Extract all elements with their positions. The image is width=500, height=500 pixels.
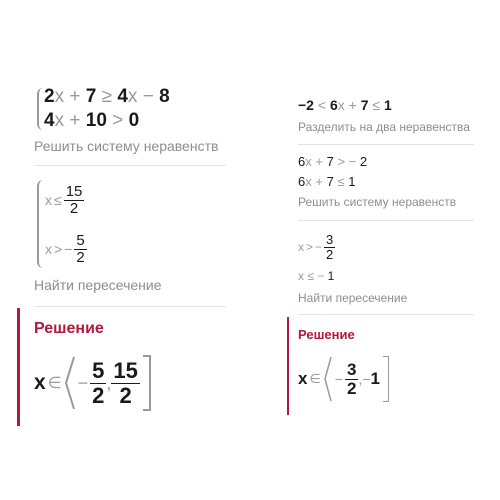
- fraction: $\frac{5}{2}$: [76, 231, 85, 266]
- system-brace: [37, 180, 45, 268]
- step-caption-solve-system: Решить систему неравенств: [34, 138, 219, 154]
- fraction: $\frac{5}{2}$: [92, 358, 105, 408]
- system-line-2: 4x + 10 > 0: [44, 110, 140, 131]
- solution-accent-bar: [17, 308, 20, 426]
- fraction: $\frac{15}{2}$: [65, 182, 83, 217]
- divider: [34, 306, 226, 307]
- step-caption-find-intersection: Найти пересечение: [298, 291, 408, 305]
- left-angle-bracket-icon: [323, 355, 333, 403]
- inequality-x-le-minus-1: x ≤ − 1: [298, 269, 335, 283]
- solution-heading: Решение: [298, 327, 355, 342]
- fraction: $\frac{3}{2}$: [326, 231, 334, 262]
- step-caption-split: Разделить на два неравенства: [298, 120, 470, 134]
- left-angle-bracket: [64, 355, 76, 411]
- left-angle-bracket-icon: [64, 355, 76, 411]
- inequality-x-gt-minus-5-2: x > − $\frac{5}{2}$: [45, 231, 85, 266]
- divider: [298, 314, 474, 315]
- divider: [298, 220, 474, 221]
- solution-heading: Решение: [34, 320, 104, 337]
- split-line-1: 6x + 7 > − 2: [298, 154, 368, 169]
- solution-accent-bar: [287, 317, 289, 415]
- left-angle-bracket: [323, 355, 333, 403]
- right-square-bracket: [143, 355, 151, 411]
- compound-inequality: −2 < 6x + 7 ≤ 1: [298, 97, 392, 113]
- solution-answer: x ∈ − $\frac{3}{2}$ , − 1: [298, 355, 389, 403]
- split-line-2: 6x + 7 ≤ 1: [298, 174, 356, 189]
- fraction: $\frac{15}{2}$: [113, 358, 138, 408]
- inequality-x-le-15-2: x ≤ $\frac{15}{2}$: [45, 182, 83, 217]
- step-caption-solve-system: Решить систему неравенств: [298, 195, 457, 209]
- solution-answer: x ∈ − $\frac{5}{2}$ , $\frac{15}{2}$: [34, 355, 151, 411]
- divider: [298, 144, 474, 145]
- inequality-x-gt-minus-3-2: x > − $\frac{3}{2}$: [298, 231, 334, 262]
- system-line-1: 2x + 7 ≥ 4x − 8: [44, 86, 170, 107]
- right-square-bracket: [383, 356, 389, 402]
- divider: [34, 165, 226, 166]
- step-caption-find-intersection: Найти пересечение: [34, 277, 162, 293]
- fraction: $\frac{3}{2}$: [346, 359, 357, 398]
